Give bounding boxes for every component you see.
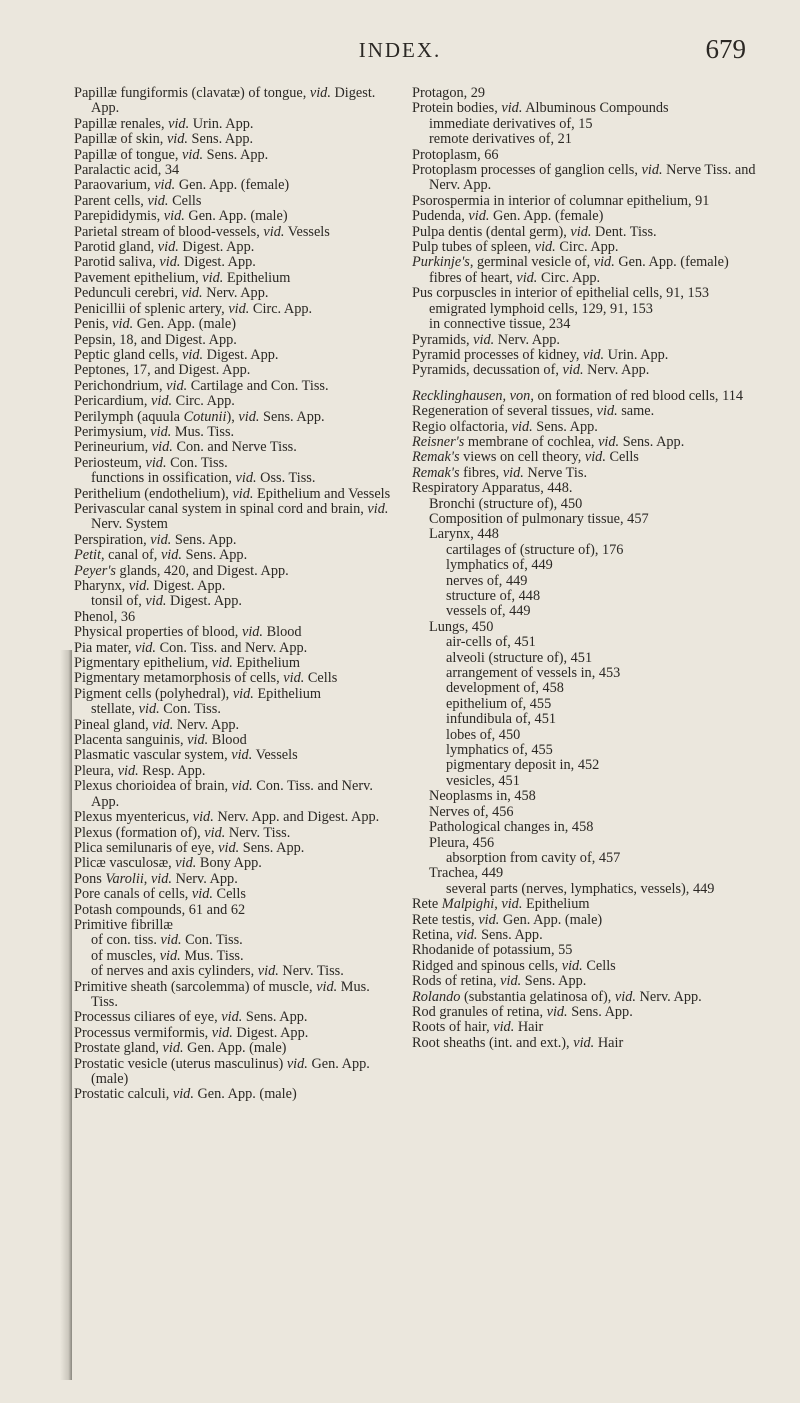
index-entry: Ridged and spinous cells, vid. Cells [412, 957, 616, 974]
index-entry: structure of, 448 [446, 588, 541, 604]
index-entry: functions in ossification, vid. Oss. Tiss. [91, 470, 316, 487]
index-entry: remote derivatives of, 21 [429, 131, 572, 148]
index-entry: lymphatics of, 449 [446, 557, 553, 574]
index-entry: of con. tiss. vid. Con. Tiss. [91, 932, 243, 949]
binding-shadow [60, 650, 72, 1380]
index-entry: Pedunculi cerebri, vid. Nerv. App. [74, 285, 269, 302]
index-entry: Pigmentary epithelium, vid. Epithelium [74, 655, 300, 672]
index-entry: Pavement epithelium, vid. Epithelium [74, 269, 291, 286]
index-entry: Protoplasm, 66 [412, 146, 499, 163]
index-entry: Protoplasm processes of ganglion cells, vid. Nerve Tiss. and Nerv. App. [412, 162, 756, 194]
index-entry: pigmentary deposit in, 452 [446, 757, 600, 774]
index-entry: Phenol, 36 [74, 608, 136, 625]
index-entry: Rete testis, vid. Gen. App. (male) [412, 911, 603, 928]
index-entry: Plicæ vasculosæ, vid. Bony App. [74, 855, 262, 872]
index-column-left [74, 86, 396, 1103]
index-entry: Primitive fibrillæ [74, 916, 173, 933]
index-entry: Plasmatic vascular system, vid. Vessels [74, 747, 298, 764]
index-entry: Remak's fibres, vid. Nerve Tis. [412, 464, 588, 481]
index-entry: Plexus (formation of), vid. Nerv. Tiss. [74, 824, 291, 841]
index-entry: Pigmentary metamorphosis of cells, vid. Cells [74, 670, 338, 687]
index-entry: Peyer's glands, 420, and Digest. App. [74, 562, 289, 579]
index-entry: emigrated lymphoid cells, 129, 91, 153 [429, 300, 653, 317]
index-entry: Pus corpuscles in interior of epithelial cells, 91, 153 [412, 285, 709, 302]
index-entry: Paraovarium, vid. Gen. App. (female) [74, 177, 290, 194]
index-entry: Pineal gland, vid. Nerv. App. [74, 716, 240, 733]
index-entry: Penis, vid. Gen. App. (male) [74, 316, 237, 333]
index-entry: Prostatic calculi, vid. Gen. App. (male) [74, 1086, 297, 1103]
index-entry: stellate, vid. Con. Tiss. [91, 701, 221, 718]
index-entry: immediate derivatives of, 15 [429, 115, 593, 132]
index-entry: Rods of retina, vid. Sens. App. [412, 973, 587, 990]
index-entry: in connective tissue, 234 [429, 316, 571, 333]
index-entry: Papillæ of tongue, vid. Sens. App. [74, 146, 269, 163]
index-entry: Roots of hair, vid. Hair [412, 1019, 544, 1036]
index-entry: cartilages of (structure of), 176 [446, 541, 624, 558]
index-entry: Psorospermia in interior of columnar epithelium, 91 [412, 192, 710, 209]
index-entry: Processus vermiformis, vid. Digest. App. [74, 1024, 309, 1041]
index-entry: Papillæ renales, vid. Urin. App. [74, 115, 254, 132]
index-entry: Plexus chorioidea of brain, vid. Con. Tiss. and Nerv. App. [74, 778, 373, 810]
index-entry: Penicillii of splenic artery, vid. Circ. App. [74, 300, 313, 317]
index-entry: development of, 458 [446, 680, 564, 697]
index-column-right [412, 86, 756, 1051]
index-entry: Perimysium, vid. Mus. Tiss. [74, 423, 235, 440]
index-entry: Paralactic acid, 34 [74, 162, 180, 179]
index-entry: Regeneration of several tissues, vid. same. [412, 403, 655, 420]
index-entry: Plexus myentericus, vid. Nerv. App. and Digest. App. [74, 809, 380, 826]
index-entry: Recklinghausen, von, on formation of red blood cells, 114 [412, 387, 743, 404]
index-entry: infundibula of, 451 [446, 711, 556, 728]
index-entry: Petit, canal of, vid. Sens. App. [74, 547, 248, 564]
index-entry: Rete Malpighi, vid. Epithelium [412, 896, 590, 913]
index-entry: Pudenda, vid. Gen. App. (female) [412, 208, 604, 225]
index-entry: Root sheaths (int. and ext.), vid. Hair [412, 1034, 624, 1051]
index-entry: Perithelium (endothelium), vid. Epithelium and Vessels [74, 485, 391, 502]
index-entry: lobes of, 450 [446, 726, 521, 743]
index-entry: Pore canals of cells, vid. Cells [74, 886, 246, 903]
index-entry: Primitive sheath (sarcolemma) of muscle, vid. Mus. Tiss. [74, 978, 370, 1010]
index-entry: Protagon, 29 [412, 85, 486, 101]
index-entry: Prostatic vesicle (uterus masculinus) vid. Gen. App. (male) [74, 1055, 370, 1087]
index-entry: Papillæ of skin, vid. Sens. App. [74, 131, 254, 148]
index-entry: Bronchi (structure of), 450 [429, 495, 583, 512]
index-entry: Protein bodies, vid. Albuminous Compounds [412, 100, 669, 117]
index-entry: air-cells of, 451 [446, 634, 536, 651]
index-entry: Pyramid processes of kidney, vid. Urin. App. [412, 346, 669, 363]
index-entry: Reisner's membrane of cochlea, vid. Sens. App. [412, 433, 685, 450]
index-entry: Remak's views on cell theory, vid. Cells [412, 449, 639, 466]
index-entry: Prostate gland, vid. Gen. App. (male) [74, 1040, 287, 1057]
index-entry: Pericardium, vid. Circ. App. [74, 393, 235, 410]
index-entry: Pathological changes in, 458 [429, 819, 594, 836]
index-entry: Peptic gland cells, vid. Digest. App. [74, 346, 279, 363]
index-entry: Pepsin, 18, and Digest. App. [74, 331, 237, 348]
index-entry: Physical properties of blood, vid. Blood [74, 624, 302, 641]
running-title: INDEX. [358, 38, 442, 62]
index-entry: Pyramids, decussation of, vid. Nerv. App. [412, 362, 650, 379]
index-entry: Plica semilunaris of eye, vid. Sens. App. [74, 839, 305, 856]
index-entry: Pigment cells (polyhedral), vid. Epithelium [74, 685, 321, 702]
index-entry: Potash compounds, 61 and 62 [74, 901, 246, 918]
index-entry: Rolando (substantia gelatinosa of), vid. Nerv. App. [412, 988, 702, 1005]
index-entry: arrangement of vessels in, 453 [446, 665, 621, 682]
index-entry: Perichondrium, vid. Cartilage and Con. Tiss. [74, 377, 329, 394]
index-entry: Composition of pulmonary tissue, 457 [429, 510, 649, 527]
index-entry: epithelium of, 455 [446, 695, 552, 712]
index-entry: Larynx, 448 [429, 526, 499, 543]
index-entry: Pleura, vid. Resp. App. [74, 762, 206, 779]
index-entry: Papillæ fungiformis (clavatæ) of tongue, vid. Digest. App. [74, 85, 376, 117]
index-entry: Lungs, 450 [429, 618, 494, 635]
index-entry: Parepididymis, vid. Gen. App. (male) [74, 208, 288, 225]
index-entry: Parietal stream of blood-vessels, vid. Vessels [74, 223, 330, 240]
index-entry: Respiratory Apparatus, 448. [412, 480, 573, 497]
index-entry: of nerves and axis cylinders, vid. Nerv. Tiss. [91, 963, 344, 980]
index-entry: Parent cells, vid. Cells [74, 192, 202, 209]
index-entry: Perivascular canal system in spinal cord and brain, vid. Nerv. System [74, 500, 389, 533]
index-entry: lymphatics of, 455 [446, 742, 553, 759]
index-entry: Placenta sanguinis, vid. Blood [74, 732, 247, 749]
index-entry: Parotid saliva, vid. Digest. App. [74, 254, 256, 271]
index-entry: Parotid gland, vid. Digest. App. [74, 239, 255, 256]
index-entry: Pons Varolii, vid. Nerv. App. [74, 870, 238, 887]
index-entry: Pia mater, vid. Con. Tiss. and Nerv. App. [74, 639, 308, 656]
index-entry: vesicles, 451 [446, 772, 520, 789]
index-entry: Perineurium, vid. Con. and Nerve Tiss. [74, 439, 297, 456]
index-entry: Pulp tubes of spleen, vid. Circ. App. [412, 239, 619, 256]
index-entry: Regio olfactoria, vid. Sens. App. [412, 418, 598, 435]
index-entry: Rod granules of retina, vid. Sens. App. [412, 1003, 633, 1020]
index-entry: Retina, vid. Sens. App. [412, 926, 543, 943]
index-entry: Pyramids, vid. Nerv. App. [412, 331, 560, 348]
page-number: 679 [705, 34, 746, 64]
index-entry: Periosteum, vid. Con. Tiss. [74, 454, 228, 471]
index-entry: Purkinje's, germinal vesicle of, vid. Gen. App. (female) [412, 254, 729, 271]
index-entry: Pharynx, vid. Digest. App. [74, 578, 226, 594]
index-entry: several parts (nerves, lymphatics, vessels), 449 [446, 880, 715, 897]
index-entry: of muscles, vid. Mus. Tiss. [91, 947, 244, 964]
index-entry: Neoplasms in, 458 [429, 788, 536, 805]
index-entry: fibres of heart, vid. Circ. App. [429, 269, 601, 286]
index-entry: Processus ciliares of eye, vid. Sens. App. [74, 1009, 308, 1026]
index-entry: Peptones, 17, and Digest. App. [74, 362, 251, 379]
index-entry: Trachea, 449 [429, 865, 504, 882]
index-entry: Pulpa dentis (dental germ), vid. Dent. Tiss. [412, 223, 657, 240]
index-entry: Perilymph (aquula Cotunii), vid. Sens. App. [74, 408, 325, 425]
index-entry: tonsil of, vid. Digest. App. [91, 593, 242, 610]
index-entry: Nerves of, 456 [429, 803, 514, 820]
index-entry: nerves of, 449 [446, 572, 528, 589]
index-entry: Perspiration, vid. Sens. App. [74, 531, 237, 548]
index-entry: absorption from cavity of, 457 [446, 849, 621, 866]
index-entry: Pleura, 456 [429, 834, 495, 851]
index-entry: Rhodanide of potassium, 55 [412, 942, 573, 959]
index-entry: vessels of, 449 [446, 603, 531, 620]
index-entry: alveoli (structure of), 451 [446, 649, 593, 666]
page-header [0, 20, 800, 64]
